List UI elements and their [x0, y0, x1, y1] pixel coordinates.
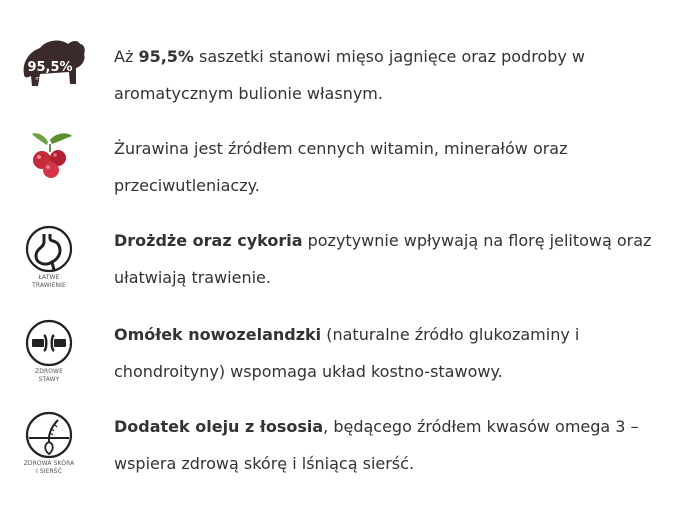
benefit-text	[114, 408, 674, 482]
icon-caption: ZDROWA SKÓRA I SIERŚĆ	[23, 460, 75, 475]
berry-highlight	[37, 155, 41, 159]
lamb-badge-icon	[14, 34, 84, 96]
benefit-text	[114, 38, 674, 112]
benefit-text	[114, 222, 674, 296]
badge-value: 95,5%	[27, 60, 73, 75]
benefit-text-post: Żurawina jest źródłem cennych witamin, minerałów oraz przeciwutleniaczy.	[114, 139, 568, 195]
berry-highlight	[46, 165, 50, 169]
intestine-shape	[52, 262, 54, 270]
joint-shape	[44, 335, 46, 351]
stomach-icon	[14, 224, 84, 289]
benefit-text	[114, 130, 674, 204]
icon-caption: ZDROWE STAWY	[35, 368, 63, 383]
follicle-shape	[45, 442, 53, 454]
joint-shape	[52, 335, 54, 351]
benefit-text	[114, 316, 674, 390]
skin-hair-icon	[14, 410, 84, 475]
cranberry-icon	[14, 130, 84, 180]
bone-joint-icon	[14, 318, 84, 383]
berry-shape	[43, 162, 59, 178]
bone-shape	[32, 339, 44, 347]
stomach-shape	[36, 234, 60, 264]
benefit-text-bold: 95,5%	[138, 47, 194, 66]
benefit-text-pre: Aż	[114, 47, 139, 66]
benefit-text-bold: Omółek nowozelandzki	[114, 325, 322, 344]
benefit-text-post: saszetki stanowi mięso jagnięce oraz podroby w aromatycznym bulionie własnym.	[114, 47, 586, 103]
benefit-text-post: (naturalne źródło glukozaminy i chondroityny) wspomaga układ kostno-stawowy.	[114, 325, 580, 381]
bone-shape	[54, 339, 66, 347]
benefit-text-bold: Drożdże oraz cykoria	[114, 231, 303, 250]
benefit-text-post: , będącego źródłem kwasów omega 3 – wspiera zdrową skórę i lśniącą sierść.	[114, 417, 639, 473]
leaf-shape	[50, 133, 72, 144]
badge-subtext: meat & broth	[35, 76, 69, 82]
leaf-shape	[32, 133, 48, 145]
berry-highlight	[53, 153, 57, 157]
icon-caption: ŁATWE TRAWIENIE	[32, 274, 66, 289]
benefit-text-post: pozytywnie wpływają na florę jelitową oraz ułatwiają trawienie.	[114, 231, 652, 287]
benefit-text-bold: Dodatek oleju z łososia	[114, 417, 324, 436]
